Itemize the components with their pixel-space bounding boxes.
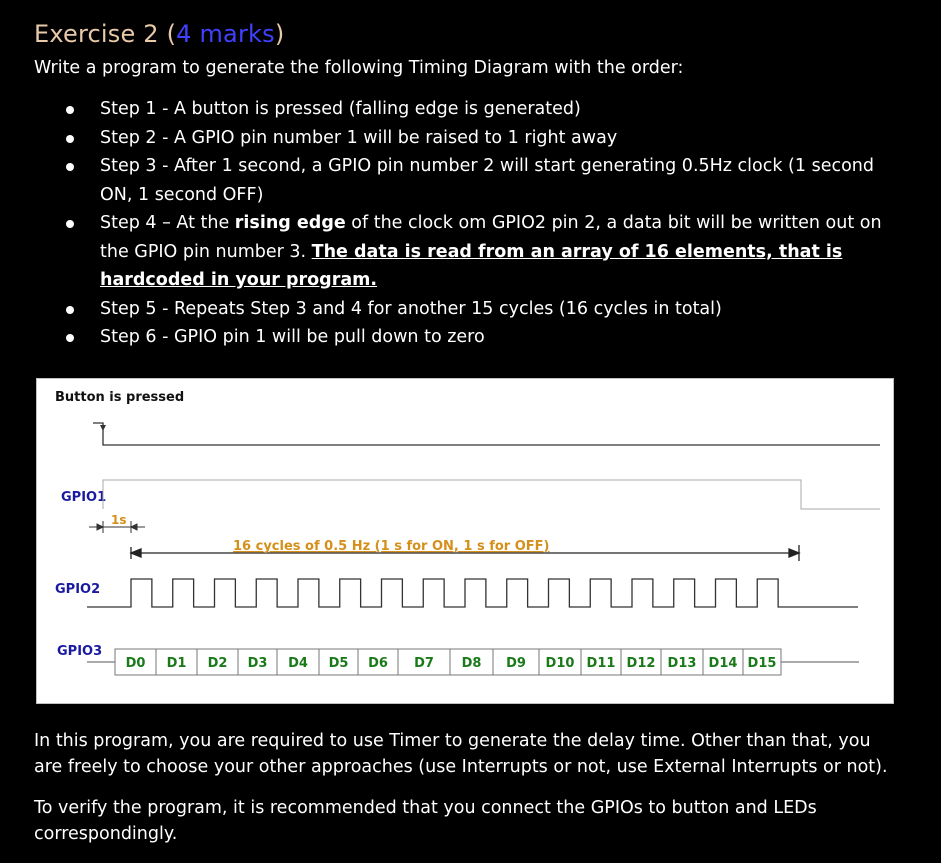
step-3: Step 3 - After 1 second, a GPIO pin number 2 will start generating 0.5Hz clock (1 second ON, 1 second OFF)	[34, 152, 884, 209]
data-bit-label: D8	[461, 656, 482, 671]
data-bit-label: D0	[125, 656, 146, 671]
data-bit-label: D3	[247, 656, 268, 671]
intro-text: Write a program to generate the following Timing Diagram with the order:	[34, 58, 684, 78]
data-bit-label: D4	[288, 656, 308, 671]
button-signal	[93, 423, 880, 445]
rising-edge-emphasis: rising edge	[234, 213, 346, 233]
gpio1-signal	[103, 480, 880, 509]
marks-label: 4 marks	[176, 20, 275, 48]
step-1: Step 1 - A button is pressed (falling edge is generated)	[34, 95, 884, 124]
data-bit-label: D14	[708, 656, 738, 671]
array-requirement: The data is read from an array of 16 elements, that is hardcoded in your program.	[100, 241, 843, 290]
timer-paragraph: In this program, you are required to use Timer to generate the delay time. Other than that, you are freely to choose your other approaches (use Interrupts or not, use External Interrupts or not).	[34, 731, 888, 777]
data-bit-label: D11	[586, 656, 616, 671]
data-bit-label: D6	[368, 656, 388, 671]
verify-paragraph: To verify the program, it is recommended that you connect the GPIOs to button and LEDs correspondingly.	[34, 798, 817, 844]
gpio2-label: GPIO2	[55, 582, 101, 597]
gpio3-label: GPIO3	[57, 644, 103, 659]
data-bit-label: D15	[747, 656, 777, 671]
data-bit-label: D9	[506, 656, 526, 671]
step-5: Step 5 - Repeats Step 3 and 4 for another 15 cycles (16 cycles in total)	[34, 295, 884, 324]
falling-edge-arrow	[100, 425, 106, 431]
button-label: Button is pressed	[55, 390, 185, 405]
data-bit-label: D1	[166, 656, 187, 671]
step-2: Step 2 - A GPIO pin number 1 will be raised to 1 right away	[34, 124, 884, 153]
data-bit-label: D5	[328, 656, 349, 671]
gpio1-label: GPIO1	[61, 490, 107, 505]
exercise-title: Exercise 2 (4 marks)	[34, 20, 285, 48]
gpio2-clock-signal	[87, 579, 858, 607]
timing-diagram	[36, 378, 894, 704]
step-4: Step 4 – At the rising edge of the clock om GPIO2 pin 2, a data bit will be written out on the GPIO pin number 3. The data is read from an array of 16 elements, that is hardcoded in your program.	[34, 209, 884, 295]
cycles-label: 16 cycles of 0.5 Hz (1 s for ON, 1 s for OFF)	[233, 539, 550, 554]
delay-label: 1s	[111, 513, 127, 527]
step-6: Step 6 - GPIO pin 1 will be pull down to zero	[34, 323, 884, 352]
data-bit-label: D7	[414, 656, 434, 671]
steps-list	[34, 95, 884, 352]
data-bit-label: D12	[626, 656, 656, 671]
data-bit-label: D10	[545, 656, 575, 671]
data-bit-label: D13	[667, 656, 697, 671]
gpio3-data-bits	[115, 649, 781, 675]
data-bit-label: D2	[207, 656, 228, 671]
